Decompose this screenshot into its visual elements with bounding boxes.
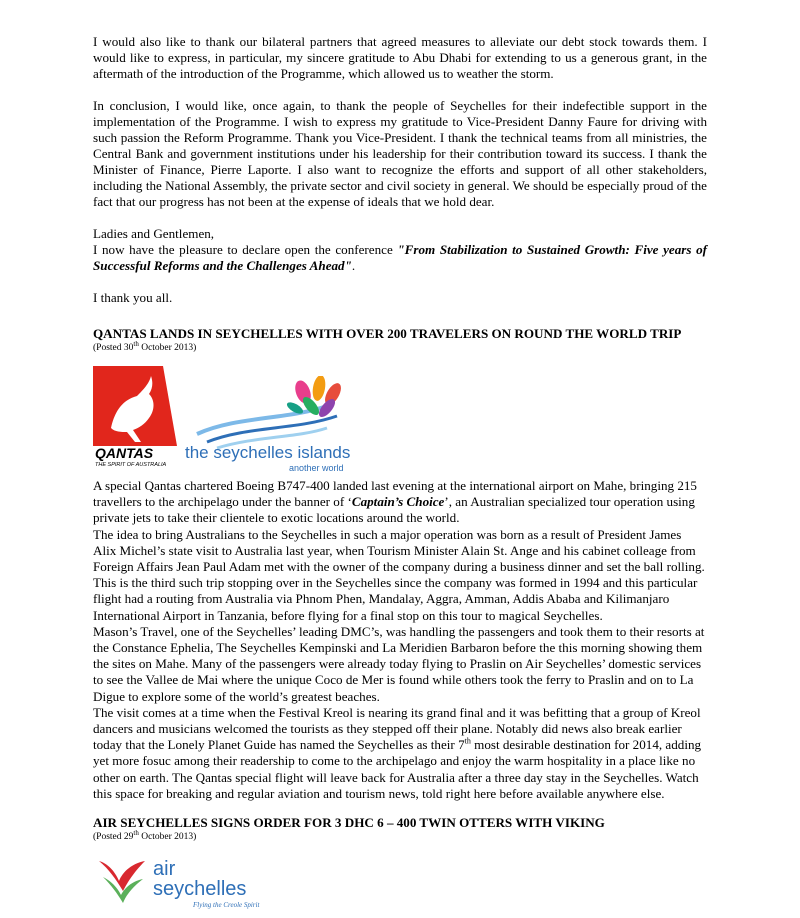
air-seychelles-logo bbox=[93, 851, 289, 911]
date-month: October 2013) bbox=[138, 832, 197, 843]
article-qantas-paragraph-2: The idea to bring Australians to the Seychelles in such a major operation was born as a result of President James Alix Michel’s state visit to Australia last year, when Tourism Minister Alain St. Ange and his cabinet colleage from Foreign Affairs Jean Paul Adam met with the owner of the company during a business dinner and set the ball rolling. This is the third such trip stopping over in the Seychelles since the company was formed in 1994 and this particular flight had a routing from Australia via Phnom Phen, Mandalay, Aggra, Amman, Addis Ababa and Kilimanjaro International Airport in Tanzania, before flying for a final stop on this tour to magical Seychelles. bbox=[93, 526, 705, 623]
date-month: October 2013) bbox=[138, 343, 197, 353]
p4-text-a: The visit comes at a time when the Festival Kreol is nearing its grand final and it was befitting that a group of Kreol dancers and musicians welcomed the tourists as they stepped off their plane. Notably did news also break earlier today that the Lonely Planet Guide has named the Seychelles as their 7 bbox=[93, 704, 701, 753]
p1-text-a: A special Qantas chartered Boeing B747-400 landed last evening at the international airport on Mahe, bringing 215 travellers to the archipelago under the banner of ‘ bbox=[93, 478, 697, 510]
article-qantas-headline: QANTAS LANDS IN SEYCHELLES WITH OVER 200 TRAVELERS ON ROUND THE WORLD TRIP bbox=[93, 326, 682, 341]
captains-choice: Captain’s Choice bbox=[351, 494, 445, 510]
date-prefix: (Posted 29 bbox=[93, 832, 134, 843]
date-prefix: (Posted 30 bbox=[93, 343, 134, 353]
qantas-logo bbox=[93, 366, 177, 468]
article-airseychelles-logos bbox=[93, 851, 707, 913]
salutation: Ladies and Gentlemen, bbox=[93, 226, 215, 241]
declaration bbox=[93, 242, 707, 274]
date-suffix-sup: th bbox=[133, 339, 139, 348]
article-qantas-paragraph-4 bbox=[93, 705, 707, 802]
seychelles-islands-logo bbox=[177, 376, 367, 474]
p4-ordinal: th bbox=[464, 736, 471, 746]
paragraph-bilateral-partners: I would also like to thank our bilateral partners that agreed measures to alleviate our debt stock towards them. I would like to express, in particular, my sincere gratitude to Abu Dhabi for extending to us a generous grant, in the aftermath of the introduction of the Programme, which allowed us to weather the storm. bbox=[93, 34, 707, 81]
paragraph-conclusion: In conclusion, I would like, once again, to thank the people of Seychelles for their indefectible support in the implementation of the Programme. I wish to express my gratitude to Vice-President Danny Faure for driving with such passion the Reform Programme. Thank you Vice-President. I thank the technical teams from all ministries, the Central Bank and government institutions under his leadership for their contribution toward its success. I thank the Minister of Finance, Pierre Laporte. I also want to recognize the efforts and support of all other stakeholders, including the National Assembly, the private sector and civil society in general. We should be especially proud of the fact that our progress has not been at the expense of ideals that we hold dear. bbox=[93, 98, 707, 209]
article-qantas-paragraph-1 bbox=[93, 478, 707, 527]
article-qantas-paragraph-3: Mason’s Travel, one of the Seychelles’ leading DMC’s, was handling the passengers and took them to their resorts at the Constance Ephelia, The Seychelles Kempinski and La Meridien Barbaron before the this morning showing them the sites on Mahe. Many of the passengers were already today flying to Praslin on Air Seychelles’ domestic services to see the Vallee de Mai where the unique Coco de Mer is found while others took the ferry to Praslin and on to La Digue to explore some of the world’s greatest beaches. bbox=[93, 623, 705, 704]
seychelles-islands-wordmark: the seychelles islands bbox=[185, 443, 351, 462]
date-suffix-sup: th bbox=[133, 828, 139, 837]
article-qantas-body bbox=[93, 478, 707, 802]
conference-title: "From Stabilization to Sustained Growth: Five years of Successful Reforms and the Challenges Ahead" bbox=[93, 242, 707, 273]
qantas-tagline: THE SPIRIT OF AUSTRALIA bbox=[95, 462, 167, 468]
air-wordmark: air bbox=[153, 858, 176, 881]
p1-text-c: ’, an Australian specialized tour operation using private jets to take their clientele to exotic locations around the world. bbox=[93, 494, 695, 526]
air-seychelles-tagline: Flying the Creole Spirit bbox=[193, 901, 260, 910]
article-airseychelles-headline: AIR SEYCHELLES SIGNS ORDER FOR 3 DHC 6 – 400 TWIN OTTERS WITH VIKING bbox=[93, 815, 605, 831]
seychelles-wordmark: seychelles bbox=[153, 878, 247, 901]
article-qantas-date bbox=[93, 339, 707, 354]
article-qantas-logos bbox=[93, 366, 707, 478]
article-airseychelles-date bbox=[93, 828, 707, 843]
declaration-suffix: . bbox=[351, 258, 356, 273]
p4-text-b: most desirable destination for 2014, adding yet more fosuc among their readership to come to the archipelago and enjoy the warm hospitality in a place like no other on earth. The Qantas special flight will leave back for Australia after a three day stay in the Seychelles. Watch this space for breaking and regular aviation and tourism news, told right here before available anywhere else. bbox=[93, 737, 702, 801]
document-page bbox=[93, 34, 707, 913]
declaration-prefix: I now have the pleasure to declare open the conference bbox=[93, 242, 398, 257]
thanks-line: I thank you all. bbox=[93, 290, 173, 305]
seychelles-islands-tagline: another world bbox=[289, 463, 344, 473]
qantas-wordmark: QANTAS bbox=[95, 445, 154, 461]
